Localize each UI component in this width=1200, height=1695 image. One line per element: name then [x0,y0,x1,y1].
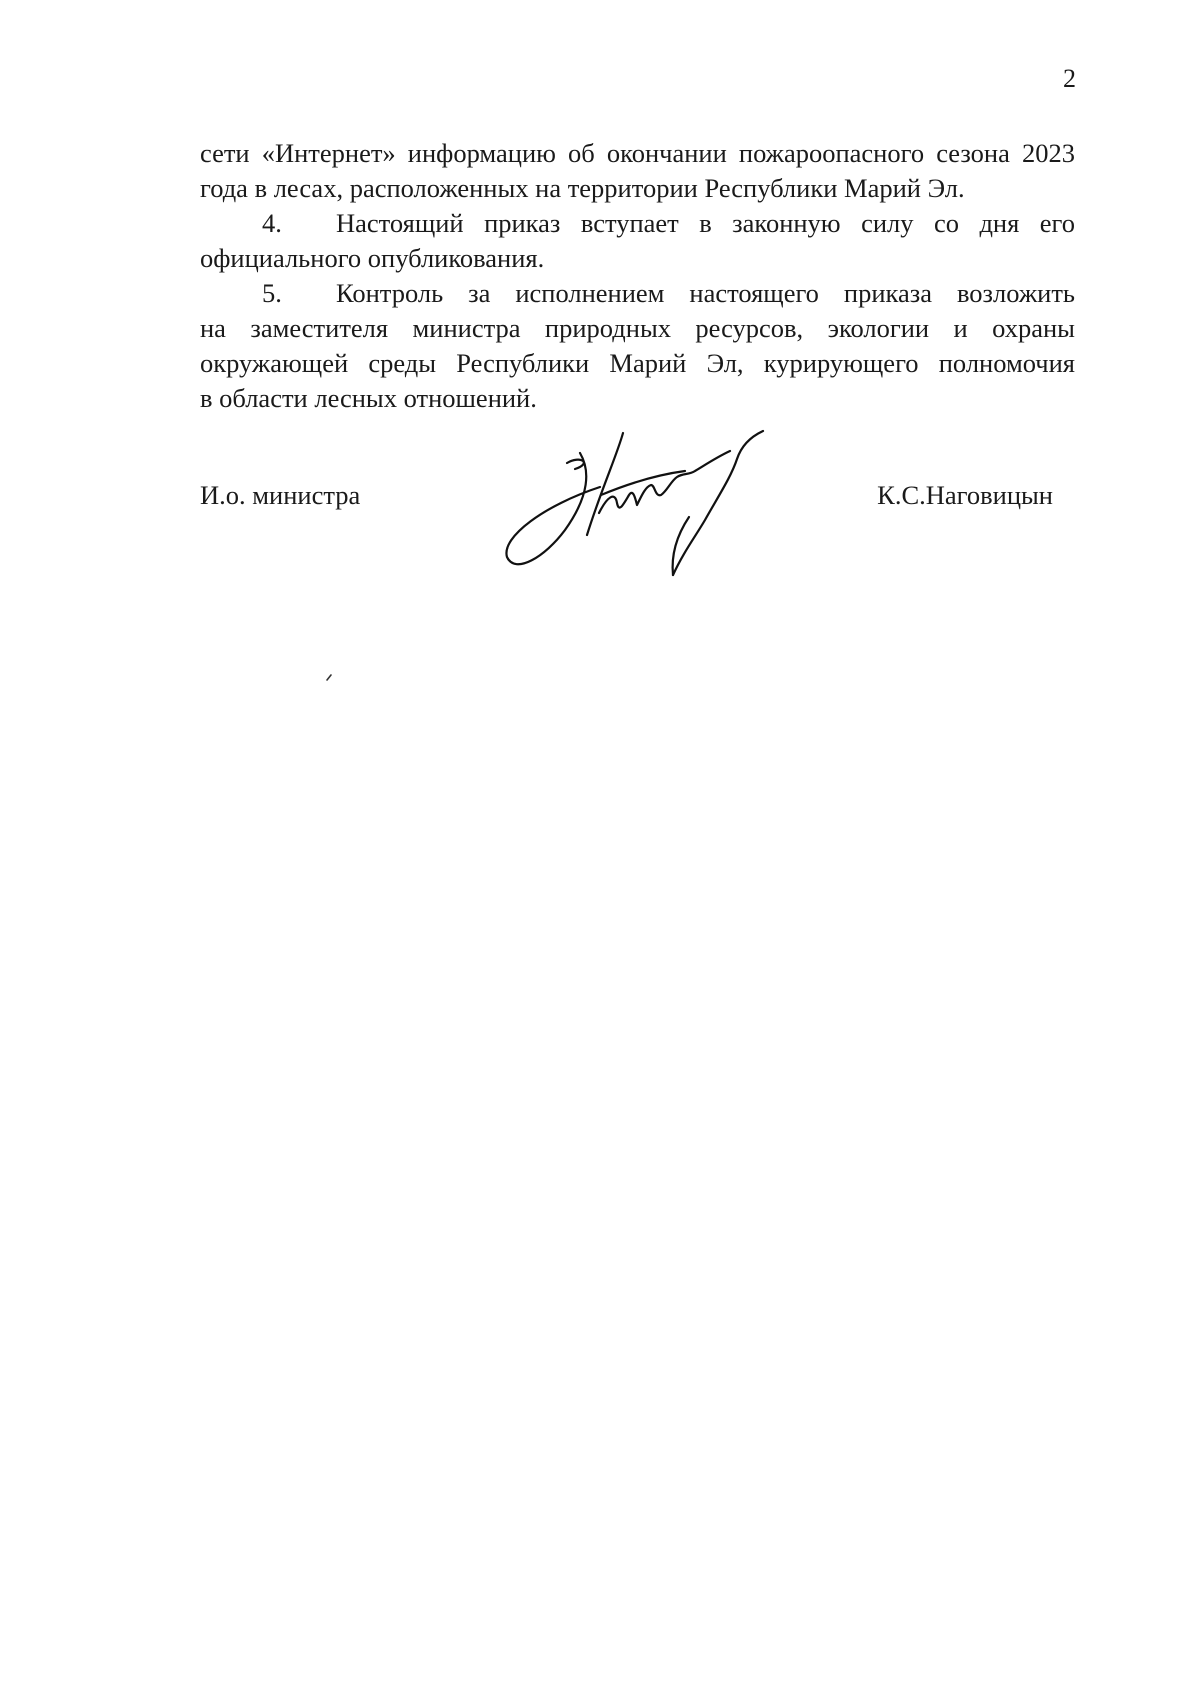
paragraph-5-line [200,276,1075,311]
handwritten-signature [505,425,805,580]
paragraph-line: года в лесах, расположенных на территории Республики Марий Эл. [200,173,965,203]
signatory-name: К.С.Наговицын [877,480,1053,510]
paragraph-text: Контроль за исполнением настоящего приказа возложить [336,278,1075,308]
paragraph-line: сети «Интернет» информацию об окончании пожароопасного сезона 2023 [200,138,1075,168]
page-number: 2 [1063,64,1076,93]
paragraph-number: 5. [262,278,282,308]
document-body [200,136,1075,416]
paragraph-line: окружающей среды Республики Марий Эл, курирующего полномочия [200,348,1075,378]
signatory-title: И.о. министра [200,480,361,510]
paragraph-4-line [200,206,1075,241]
paragraph-line: на заместителя министра природных ресурсов, экологии и охраны [200,313,1075,343]
paragraph-number: 4. [262,208,282,238]
paragraph-line: в области лесных отношений. [200,383,537,413]
paragraph-text: Настоящий приказ вступает в законную силу со дня его [336,208,1075,238]
paragraph-line: официального опубликования. [200,243,545,273]
stray-pen-mark [325,672,335,682]
